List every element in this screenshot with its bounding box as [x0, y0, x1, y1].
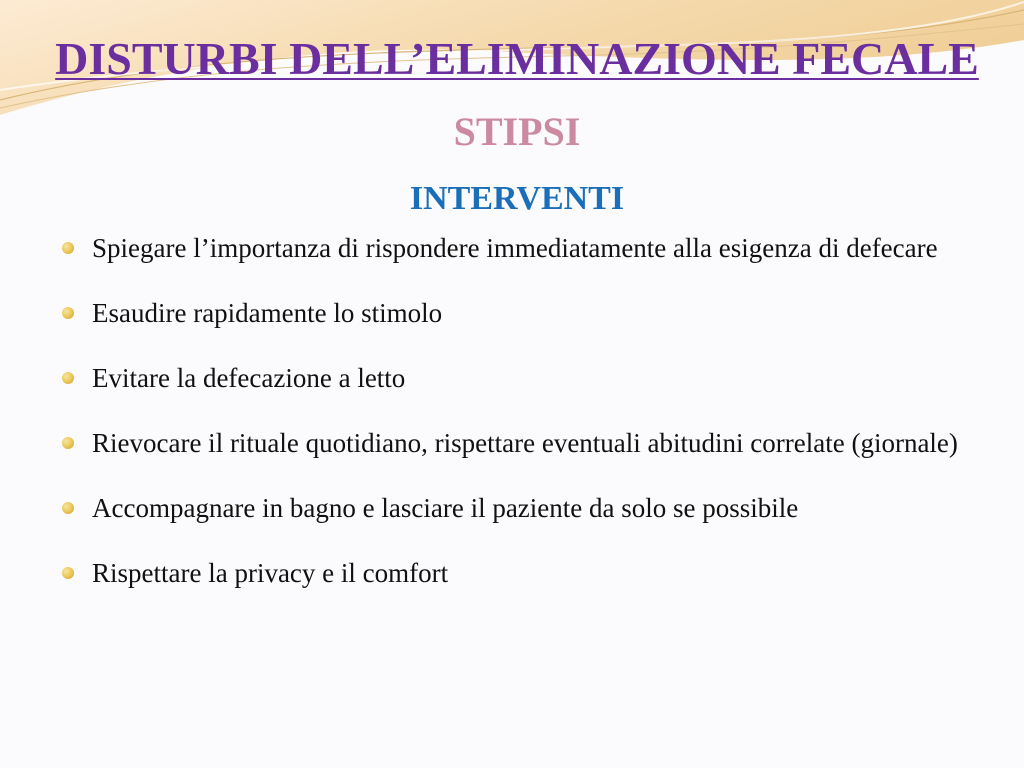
bullet-text: Spiegare l’importanza di rispondere immediatamente alla esigenza di defecare — [92, 233, 938, 263]
bullet-text: Esaudire rapidamente lo stimolo — [92, 298, 443, 328]
bullet-item — [58, 490, 998, 527]
bullet-list — [58, 230, 998, 592]
bullet-dot-icon — [62, 372, 74, 384]
bullet-dot-icon — [62, 567, 74, 579]
bullet-dot-icon — [62, 437, 74, 449]
bullet-text: Rievocare il rituale quotidiano, rispettare eventuali abitudini correlate (giornale) — [92, 428, 958, 458]
section-heading: INTERVENTI — [409, 180, 625, 217]
bullet-dot-icon — [62, 242, 74, 254]
bullet-dot-icon — [62, 502, 74, 514]
slide-subtitle: STIPSI — [453, 109, 581, 154]
bullet-text: Rispettare la privacy e il comfort — [92, 558, 449, 588]
bullet-text: Evitare la defecazione a letto — [92, 363, 406, 393]
bullet-item — [58, 555, 998, 592]
bullet-item — [58, 230, 998, 267]
bullet-item — [58, 295, 998, 332]
bullet-item — [58, 425, 998, 462]
bullet-item — [58, 360, 998, 397]
slide-title: DISTURBI DELL’ELIMINAZIONE FECALE — [55, 33, 979, 84]
bullet-text: Accompagnare in bagno e lasciare il paziente da solo se possibile — [92, 493, 799, 523]
bullet-dot-icon — [62, 307, 74, 319]
